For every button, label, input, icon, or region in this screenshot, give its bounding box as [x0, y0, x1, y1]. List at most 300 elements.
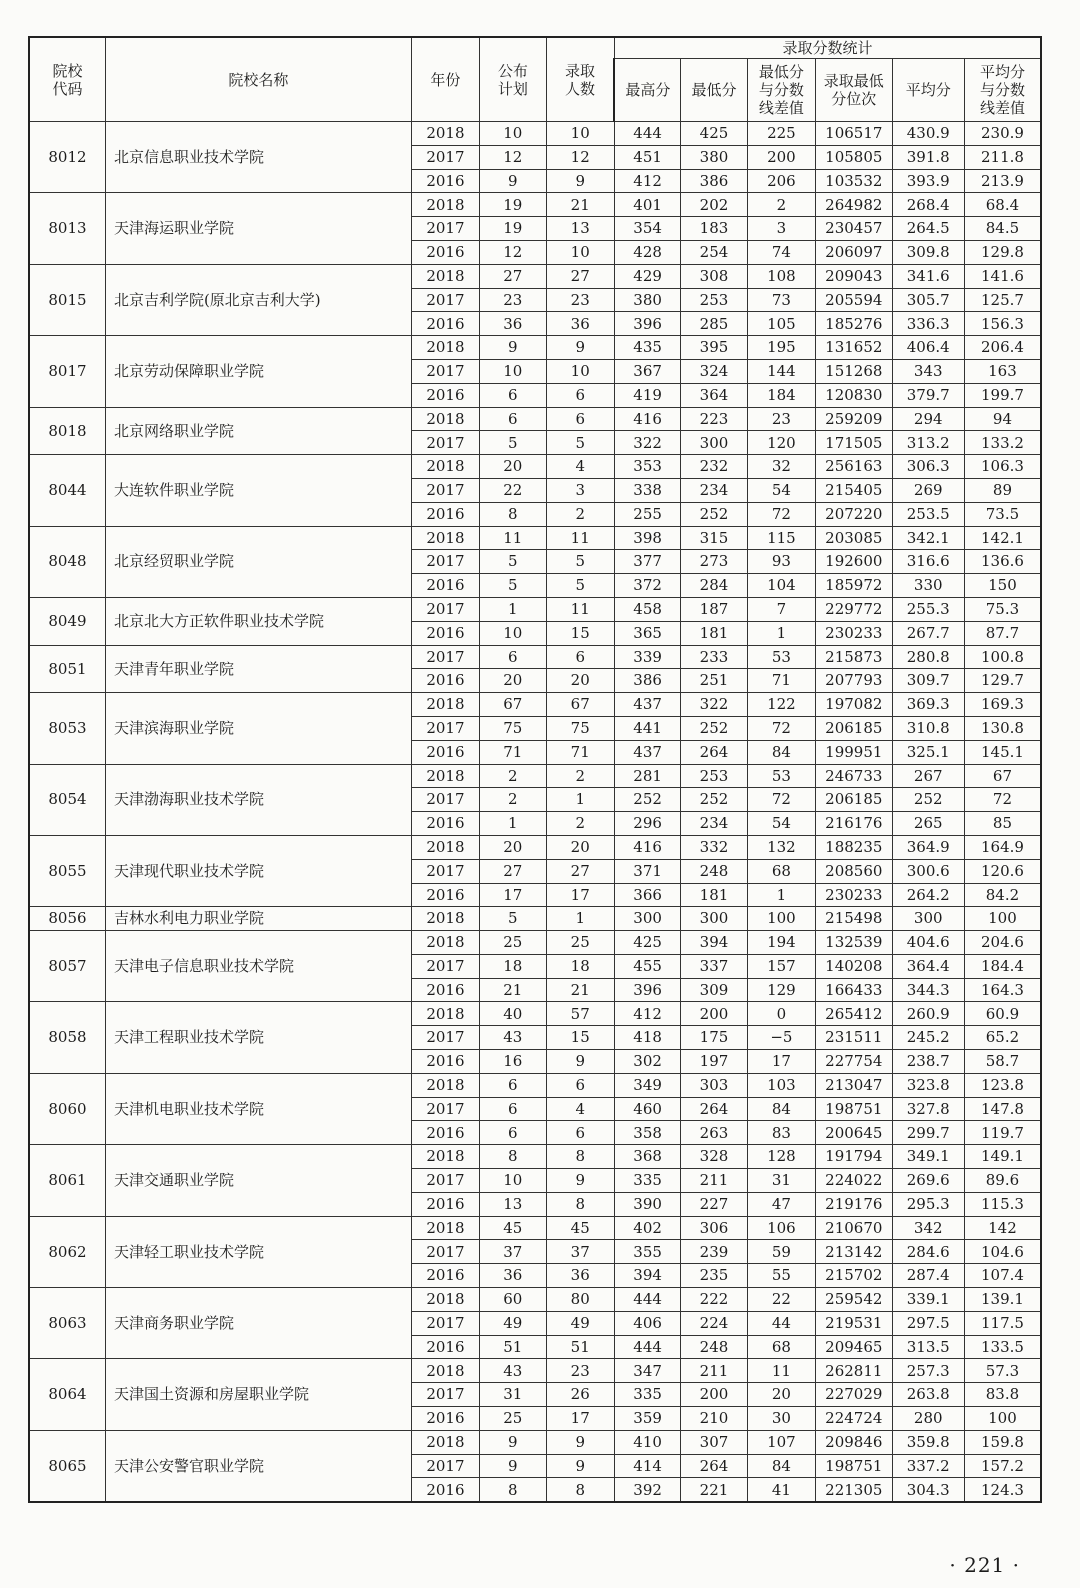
min-diff: 84: [747, 1097, 815, 1121]
admitted-count: 18: [546, 954, 614, 978]
max-score: 428: [614, 240, 680, 264]
table-row: [29, 1073, 1041, 1097]
min-score: 322: [681, 693, 747, 717]
table-row: [29, 693, 1041, 717]
max-score: 394: [614, 1264, 680, 1288]
min-rank: 259209: [816, 407, 892, 431]
average-score: 310.8: [892, 716, 964, 740]
average-score: 359.8: [892, 1430, 964, 1454]
max-score: 401: [614, 193, 680, 217]
plan-count: 12: [480, 145, 546, 169]
year: 2018: [411, 835, 479, 859]
avg-diff: 150: [964, 574, 1041, 598]
max-score: 392: [614, 1478, 680, 1502]
year: 2016: [411, 574, 479, 598]
admitted-count: 2: [546, 764, 614, 788]
year: 2017: [411, 1169, 479, 1193]
year: 2016: [411, 502, 479, 526]
min-rank: 105805: [816, 145, 892, 169]
admitted-count: 37: [546, 1240, 614, 1264]
min-diff: 47: [747, 1192, 815, 1216]
plan-count: 5: [480, 550, 546, 574]
year: 2017: [411, 788, 479, 812]
admitted-count: 11: [546, 526, 614, 550]
plan-count: 6: [480, 645, 546, 669]
min-diff: 184: [747, 383, 815, 407]
year: 2018: [411, 336, 479, 360]
avg-diff: 84.5: [964, 217, 1041, 241]
min-score: 252: [681, 716, 747, 740]
min-diff: 157: [747, 954, 815, 978]
min-score: 211: [681, 1359, 747, 1383]
plan-count: 40: [480, 1002, 546, 1026]
year: 2017: [411, 550, 479, 574]
school-code: 8017: [29, 336, 105, 407]
min-diff: 17: [747, 1050, 815, 1074]
min-rank: 207793: [816, 669, 892, 693]
average-score: 267.7: [892, 621, 964, 645]
min-diff: 74: [747, 240, 815, 264]
avg-diff: 124.3: [964, 1478, 1041, 1502]
avg-diff: 100: [964, 1407, 1041, 1431]
plan-count: 8: [480, 1145, 546, 1169]
max-score: 444: [614, 1335, 680, 1359]
min-rank: 246733: [816, 764, 892, 788]
year: 2018: [411, 455, 479, 479]
school-code: 8048: [29, 526, 105, 597]
min-score: 307: [681, 1430, 747, 1454]
min-score: 386: [681, 169, 747, 193]
min-score: 211: [681, 1169, 747, 1193]
min-rank: 185276: [816, 312, 892, 336]
max-score: 296: [614, 812, 680, 836]
min-rank: 197082: [816, 693, 892, 717]
average-score: 325.1: [892, 740, 964, 764]
avg-diff: 60.9: [964, 1002, 1041, 1026]
admitted-count: 17: [546, 883, 614, 907]
year: 2016: [411, 812, 479, 836]
plan-count: 6: [480, 1097, 546, 1121]
max-score: 255: [614, 502, 680, 526]
school-code: 8053: [29, 693, 105, 764]
min-rank: 166433: [816, 978, 892, 1002]
table-row: [29, 1359, 1041, 1383]
plan-count: 11: [480, 526, 546, 550]
min-score: 380: [681, 145, 747, 169]
min-score: 200: [681, 1002, 747, 1026]
avg-diff: 120.6: [964, 859, 1041, 883]
min-diff: 53: [747, 764, 815, 788]
average-score: 305.7: [892, 288, 964, 312]
average-score: 309.7: [892, 669, 964, 693]
max-score: 418: [614, 1026, 680, 1050]
max-score: 412: [614, 169, 680, 193]
average-score: 349.1: [892, 1145, 964, 1169]
min-diff: 1: [747, 621, 815, 645]
avg-diff: 89.6: [964, 1169, 1041, 1193]
admitted-count: 51: [546, 1335, 614, 1359]
year: 2017: [411, 859, 479, 883]
year: 2017: [411, 1311, 479, 1335]
plan-count: 37: [480, 1240, 546, 1264]
average-score: 245.2: [892, 1026, 964, 1050]
year: 2016: [411, 169, 479, 193]
plan-count: 6: [480, 383, 546, 407]
avg-diff: 89: [964, 478, 1041, 502]
school-code: 8063: [29, 1288, 105, 1359]
school-name: 北京网络职业学院: [105, 407, 411, 455]
max-score: 358: [614, 1121, 680, 1145]
average-score: 393.9: [892, 169, 964, 193]
avg-diff: 230.9: [964, 122, 1041, 146]
avg-diff: 157.2: [964, 1454, 1041, 1478]
min-score: 300: [681, 907, 747, 931]
avg-diff: 145.1: [964, 740, 1041, 764]
min-diff: 68: [747, 1335, 815, 1359]
school-code: 8055: [29, 835, 105, 906]
max-score: 390: [614, 1192, 680, 1216]
max-score: 412: [614, 1002, 680, 1026]
admitted-count: 45: [546, 1216, 614, 1240]
average-score: 379.7: [892, 383, 964, 407]
year: 2017: [411, 1026, 479, 1050]
min-rank: 219531: [816, 1311, 892, 1335]
admitted-count: 8: [546, 1192, 614, 1216]
year: 2016: [411, 621, 479, 645]
plan-count: 25: [480, 931, 546, 955]
max-score: 402: [614, 1216, 680, 1240]
min-rank: 224022: [816, 1169, 892, 1193]
year: 2017: [411, 145, 479, 169]
year: 2018: [411, 1002, 479, 1026]
min-score: 234: [681, 812, 747, 836]
min-diff: 3: [747, 217, 815, 241]
avg-diff: 136.6: [964, 550, 1041, 574]
min-rank: 230233: [816, 883, 892, 907]
header-min-diff-text: 最低分 与分数 线差值: [758, 63, 804, 117]
school-name: 天津现代职业技术学院: [105, 835, 411, 906]
max-score: 437: [614, 740, 680, 764]
average-score: 264.5: [892, 217, 964, 241]
min-rank: 199951: [816, 740, 892, 764]
min-rank: 200645: [816, 1121, 892, 1145]
year: 2018: [411, 1145, 479, 1169]
average-score: 391.8: [892, 145, 964, 169]
min-diff: 84: [747, 740, 815, 764]
year: 2016: [411, 978, 479, 1002]
min-diff: 32: [747, 455, 815, 479]
year: 2016: [411, 383, 479, 407]
school-code: 8056: [29, 907, 105, 931]
min-diff: 73: [747, 288, 815, 312]
min-score: 221: [681, 1478, 747, 1502]
max-score: 366: [614, 883, 680, 907]
min-diff: 22: [747, 1288, 815, 1312]
min-score: 253: [681, 764, 747, 788]
min-score: 300: [681, 431, 747, 455]
plan-count: 10: [480, 1169, 546, 1193]
admitted-count: 10: [546, 122, 614, 146]
plan-count: 18: [480, 954, 546, 978]
admitted-count: 20: [546, 669, 614, 693]
avg-diff: 123.8: [964, 1073, 1041, 1097]
average-score: 253.5: [892, 502, 964, 526]
school-name: 吉林水利电力职业学院: [105, 907, 411, 931]
min-diff: 2: [747, 193, 815, 217]
avg-diff: 159.8: [964, 1430, 1041, 1454]
plan-count: 27: [480, 264, 546, 288]
header-score-statistics: 录取分数统计: [614, 37, 1041, 59]
min-score: 248: [681, 859, 747, 883]
avg-diff: 94: [964, 407, 1041, 431]
average-score: 295.3: [892, 1192, 964, 1216]
page-number: · 221 ·: [949, 1553, 1020, 1577]
min-diff: 106: [747, 1216, 815, 1240]
school-name: 北京北大方正软件职业技术学院: [105, 597, 411, 645]
admitted-count: 80: [546, 1288, 614, 1312]
year: 2018: [411, 407, 479, 431]
max-score: 335: [614, 1169, 680, 1193]
table-row: [29, 455, 1041, 479]
avg-diff: 57.3: [964, 1359, 1041, 1383]
min-rank: 216176: [816, 812, 892, 836]
min-score: 222: [681, 1288, 747, 1312]
max-score: 444: [614, 1288, 680, 1312]
year: 2016: [411, 1121, 479, 1145]
min-score: 251: [681, 669, 747, 693]
min-rank: 215405: [816, 478, 892, 502]
min-rank: 198751: [816, 1097, 892, 1121]
average-score: 342.1: [892, 526, 964, 550]
min-rank: 227754: [816, 1050, 892, 1074]
avg-diff: 104.6: [964, 1240, 1041, 1264]
table-row: [29, 193, 1041, 217]
average-score: 280: [892, 1407, 964, 1431]
max-score: 380: [614, 288, 680, 312]
table-row: [29, 264, 1041, 288]
admitted-count: 5: [546, 431, 614, 455]
header-min-rank: [816, 59, 892, 122]
year: 2017: [411, 1097, 479, 1121]
school-name: 天津轻工职业技术学院: [105, 1216, 411, 1287]
admitted-count: 9: [546, 1050, 614, 1074]
plan-count: 75: [480, 716, 546, 740]
plan-count: 8: [480, 1478, 546, 1502]
min-rank: 203085: [816, 526, 892, 550]
school-name: 天津滨海职业学院: [105, 693, 411, 764]
max-score: 355: [614, 1240, 680, 1264]
admitted-count: 11: [546, 597, 614, 621]
avg-diff: 142: [964, 1216, 1041, 1240]
max-score: 441: [614, 716, 680, 740]
max-score: 372: [614, 574, 680, 598]
avg-diff: 130.8: [964, 716, 1041, 740]
admitted-count: 9: [546, 336, 614, 360]
avg-diff: 83.8: [964, 1383, 1041, 1407]
average-score: 364.9: [892, 835, 964, 859]
admitted-count: 1: [546, 788, 614, 812]
school-name: 天津海运职业学院: [105, 193, 411, 264]
avg-diff: 204.6: [964, 931, 1041, 955]
avg-diff: 115.3: [964, 1192, 1041, 1216]
header-admitted-text: 录取 人数: [564, 61, 595, 98]
min-score: 254: [681, 240, 747, 264]
min-score: 315: [681, 526, 747, 550]
average-score: 330: [892, 574, 964, 598]
school-name: 大连软件职业学院: [105, 455, 411, 526]
plan-count: 17: [480, 883, 546, 907]
year: 2016: [411, 1407, 479, 1431]
max-score: 414: [614, 1454, 680, 1478]
max-score: 416: [614, 407, 680, 431]
plan-count: 45: [480, 1216, 546, 1240]
year: 2018: [411, 1073, 479, 1097]
school-name: 天津交通职业学院: [105, 1145, 411, 1216]
admitted-count: 25: [546, 931, 614, 955]
plan-count: 9: [480, 169, 546, 193]
school-code: 8018: [29, 407, 105, 455]
table-row: [29, 1430, 1041, 1454]
year: 2016: [411, 1335, 479, 1359]
header-max-score: 最高分: [614, 59, 680, 122]
min-diff: −5: [747, 1026, 815, 1050]
min-score: 235: [681, 1264, 747, 1288]
average-score: 304.3: [892, 1478, 964, 1502]
admitted-count: 2: [546, 812, 614, 836]
min-rank: 231511: [816, 1026, 892, 1050]
plan-count: 25: [480, 1407, 546, 1431]
min-score: 284: [681, 574, 747, 598]
avg-diff: 141.6: [964, 264, 1041, 288]
min-rank: 103532: [816, 169, 892, 193]
school-name: 北京信息职业技术学院: [105, 122, 411, 193]
max-score: 300: [614, 907, 680, 931]
year: 2016: [411, 312, 479, 336]
admitted-count: 6: [546, 1073, 614, 1097]
school-code: 8064: [29, 1359, 105, 1430]
max-score: 386: [614, 669, 680, 693]
min-score: 273: [681, 550, 747, 574]
average-score: 252: [892, 788, 964, 812]
admitted-count: 8: [546, 1145, 614, 1169]
min-diff: 72: [747, 716, 815, 740]
plan-count: 16: [480, 1050, 546, 1074]
year: 2016: [411, 883, 479, 907]
year: 2018: [411, 526, 479, 550]
year: 2018: [411, 1359, 479, 1383]
plan-count: 1: [480, 812, 546, 836]
min-rank: 191794: [816, 1145, 892, 1169]
min-score: 227: [681, 1192, 747, 1216]
min-rank: 209465: [816, 1335, 892, 1359]
admitted-count: 2: [546, 502, 614, 526]
min-diff: 1: [747, 883, 815, 907]
min-score: 394: [681, 931, 747, 955]
min-rank: 213142: [816, 1240, 892, 1264]
min-rank: 230233: [816, 621, 892, 645]
min-score: 263: [681, 1121, 747, 1145]
min-score: 264: [681, 1454, 747, 1478]
min-score: 264: [681, 1097, 747, 1121]
year: 2018: [411, 1288, 479, 1312]
year: 2018: [411, 264, 479, 288]
admitted-count: 3: [546, 478, 614, 502]
min-score: 248: [681, 1335, 747, 1359]
plan-count: 71: [480, 740, 546, 764]
min-score: 232: [681, 455, 747, 479]
year: 2017: [411, 1240, 479, 1264]
min-rank: 132539: [816, 931, 892, 955]
table-row: [29, 407, 1041, 431]
admitted-count: 9: [546, 1169, 614, 1193]
plan-count: 5: [480, 574, 546, 598]
min-diff: 108: [747, 264, 815, 288]
min-score: 253: [681, 288, 747, 312]
average-score: 255.3: [892, 597, 964, 621]
school-name: 天津工程职业技术学院: [105, 1002, 411, 1073]
max-score: 353: [614, 455, 680, 479]
average-score: 268.4: [892, 193, 964, 217]
school-name: 北京经贸职业学院: [105, 526, 411, 597]
plan-count: 2: [480, 788, 546, 812]
year: 2016: [411, 240, 479, 264]
average-score: 294: [892, 407, 964, 431]
average-score: 313.5: [892, 1335, 964, 1359]
min-score: 234: [681, 478, 747, 502]
table-row: [29, 764, 1041, 788]
admitted-count: 6: [546, 645, 614, 669]
plan-count: 23: [480, 288, 546, 312]
avg-diff: 68.4: [964, 193, 1041, 217]
header-min-rank-text: 录取最低 分位次: [823, 72, 884, 108]
average-score: 343: [892, 359, 964, 383]
year: 2018: [411, 931, 479, 955]
header-school-name: 院校名称: [105, 37, 411, 122]
year: 2016: [411, 669, 479, 693]
min-rank: 259542: [816, 1288, 892, 1312]
min-rank: 209043: [816, 264, 892, 288]
max-score: 322: [614, 431, 680, 455]
max-score: 281: [614, 764, 680, 788]
admitted-count: 57: [546, 1002, 614, 1026]
admitted-count: 12: [546, 145, 614, 169]
min-score: 332: [681, 835, 747, 859]
average-score: 263.8: [892, 1383, 964, 1407]
min-rank: 140208: [816, 954, 892, 978]
avg-diff: 119.7: [964, 1121, 1041, 1145]
min-rank: 229772: [816, 597, 892, 621]
school-name: 天津国土资源和房屋职业学院: [105, 1359, 411, 1430]
admitted-count: 5: [546, 574, 614, 598]
year: 2017: [411, 431, 479, 455]
avg-diff: 133.5: [964, 1335, 1041, 1359]
avg-diff: 129.8: [964, 240, 1041, 264]
header-school-code-text: 院校 代码: [52, 61, 83, 98]
average-score: 300.6: [892, 859, 964, 883]
min-score: 210: [681, 1407, 747, 1431]
average-score: 238.7: [892, 1050, 964, 1074]
admitted-count: 8: [546, 1478, 614, 1502]
min-rank: 227029: [816, 1383, 892, 1407]
plan-count: 9: [480, 336, 546, 360]
min-diff: 107: [747, 1430, 815, 1454]
min-score: 202: [681, 193, 747, 217]
plan-count: 36: [480, 1264, 546, 1288]
min-rank: 131652: [816, 336, 892, 360]
year: 2018: [411, 1430, 479, 1454]
school-code: 8012: [29, 122, 105, 193]
max-score: 339: [614, 645, 680, 669]
